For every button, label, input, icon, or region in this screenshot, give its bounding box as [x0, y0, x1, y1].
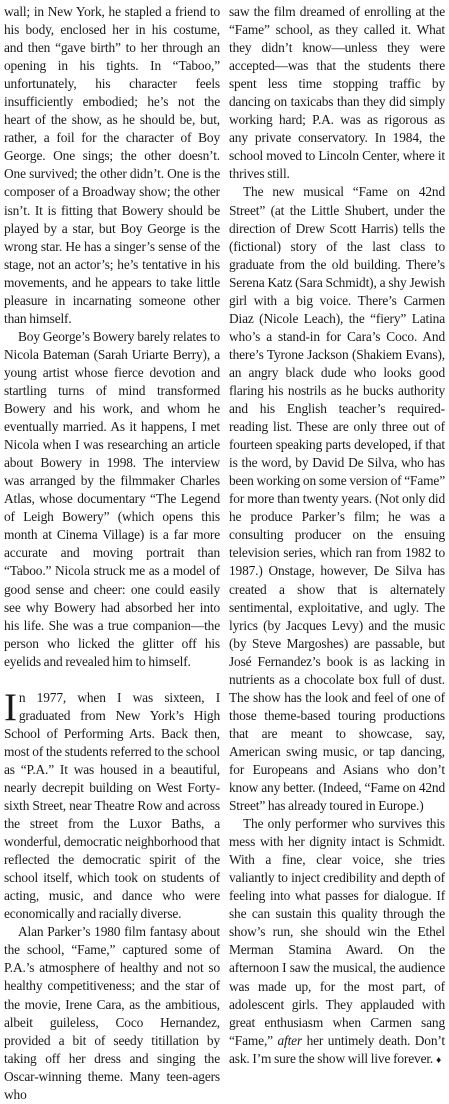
paragraph-bowery-performance: wall; in New York, he stapled a friend to his body, enclosed her in his costume, and then “gave birth” to her through an opening in his tights. In “Taboo,” unfortunately, his character feels insufficiently embodied; he’s not the heart of the show, as he should be, but, rather, a foil for the character of Boy George. One sings; the other doesn’t. One survived; the other didn’t. One is the composer of a Broadway show; the other isn’t. It is fitting that Bowery should be played by a star, but Boy George is the wrong star. He has a singer’s sense of the stage, not an actor’s; he’s tentative in his movements, and he appears to take little pleasure in incarnating someone other than himself.: [4, 4, 220, 326]
paragraph-schmidt-performance: [229, 815, 445, 1070]
drop-cap: I: [4, 685, 17, 729]
emphasis-after: after: [277, 1032, 303, 1048]
paragraph-schmidt-text-b: her untimely death. Don’t ask. I’m sure the show will live forever.: [229, 1032, 445, 1066]
article-page: [4, 3, 445, 1102]
paragraph-fame-film: Alan Parker’s 1980 film fantasy about the school, “Fame,” captured some of P.A.’s atmosphere of healthy and not so healthy competitiveness; and the star of the movie, Irene Cara, as the ambitious, albeit guileless, Coco Hernandez, provided a bit of seedy titillation by taking off her dress and singing the Oscar-winning theme. Many teen-agers who: [4, 924, 220, 1102]
end-mark-icon: ♦: [436, 1054, 442, 1066]
paragraph-schmidt-text-a: The only performer who survives this mess with her dignity intact is Schmidt. With a fine, clear voice, she tries valiantly to inject credibility and depth of feeling into what passes for dialogue. If she can sustain this quality through the show’s run, she should win the Ethel Merman Stamina Award. On the afternoon I saw the musical, the audience was made up, for the most part, of adolescent girls. They applauded with great enthusiasm when Carmen sang “Fame,”: [229, 816, 445, 1048]
left-column: [4, 3, 220, 1102]
paragraph-nicola-bateman: Boy George’s Bowery barely relates to Nicola Bateman (Sarah Uriarte Berry), a young artist whose fierce devotion and startling turns of mind transformed Bowery and his work, and whom he eventually married. As it happens, I met Nicola when I was researching an article about Bowery in 1998. The interview was arranged by the filmmaker Charles Atlas, whose documentary “The Legend of Leigh Bowery” (which opens this month at Cinema Village) is a far more accurate and moving portrait than “Taboo.” Nicola struck me as a model of good sense and cheer: one could easily see why Bowery had absorbed her into his life. She was a true companion—the person who licked the glitter off his eyelids and revealed him to himself.: [4, 328, 220, 669]
paragraph-performing-arts-text: n 1977, when I was sixteen, I graduated from New York’s High School of Performing Arts. Back then, most of the students referred to the school as “P.A.” It was housed in a beautiful, nearly decrepit building on West Forty-sixth Street, near Theatre Row and across the street from the Luxor Baths, a wonderful, democratic neighborhood that reflected the democratic spirit of the school itself, which took on students of acting, music, and dance who were economically and racially diverse.: [4, 689, 220, 922]
paragraph-fame-school: saw the film dreamed of enrolling at the “Fame” school, as they called it. What they didn’t know—unless they were accepted—was that the students there spent less time stopping traffic by dancing on taxicabs than they did simply working hard; P.A. was as rigorous as any private conservatory. In 1984, the school moved to Lincoln Center, where it thrives still.: [229, 4, 445, 182]
paragraph-performing-arts-school: [4, 685, 220, 924]
paragraph-fame-on-42nd-street: The new musical “Fame on 42nd Street” (at the Little Shubert, under the direction of Drew Scott Harris) tells the (fictional) story of the last class to graduate from the old building. There’s Serena Katz (Sara Schmidt), a shy Jewish girl with a big voice. There’s Carmen Diaz (Nicole Leach), the “fiery” Latina who’s a stand-in for Cara’s Coco. And there’s Tyrone Jackson (Shakiem Evans), an angry black dude who looks good flaring his nostrils as he bucks authority and his English teacher’s required-reading list. These are only three out of fourteen speaking parts developed, if that is the word, by David De Silva, who has been working on some version of “Fame” for more than twenty years. (Not only did he produce Parker’s film; he was a consulting producer on the ensuing television series, which ran from 1982 to 1987.) Onstage, however, De Silva has created a show that is alternately sentimental, exploitative, and ugly. The lyrics (by Jacques Levy) and the music (by Steve Margoshes) are passable, but José Fernandez’s book is as lacking in nutrients as a chocolate box full of dust. The show has the look and feel of one of those theme-based touring productions that are meant to showcase, say, American swing music, or tap dancing, for Europeans and Asians who don’t know any better. (Indeed, “Fame on 42nd Street” has already toured in Europe.): [229, 184, 445, 814]
right-column: [229, 3, 445, 1066]
